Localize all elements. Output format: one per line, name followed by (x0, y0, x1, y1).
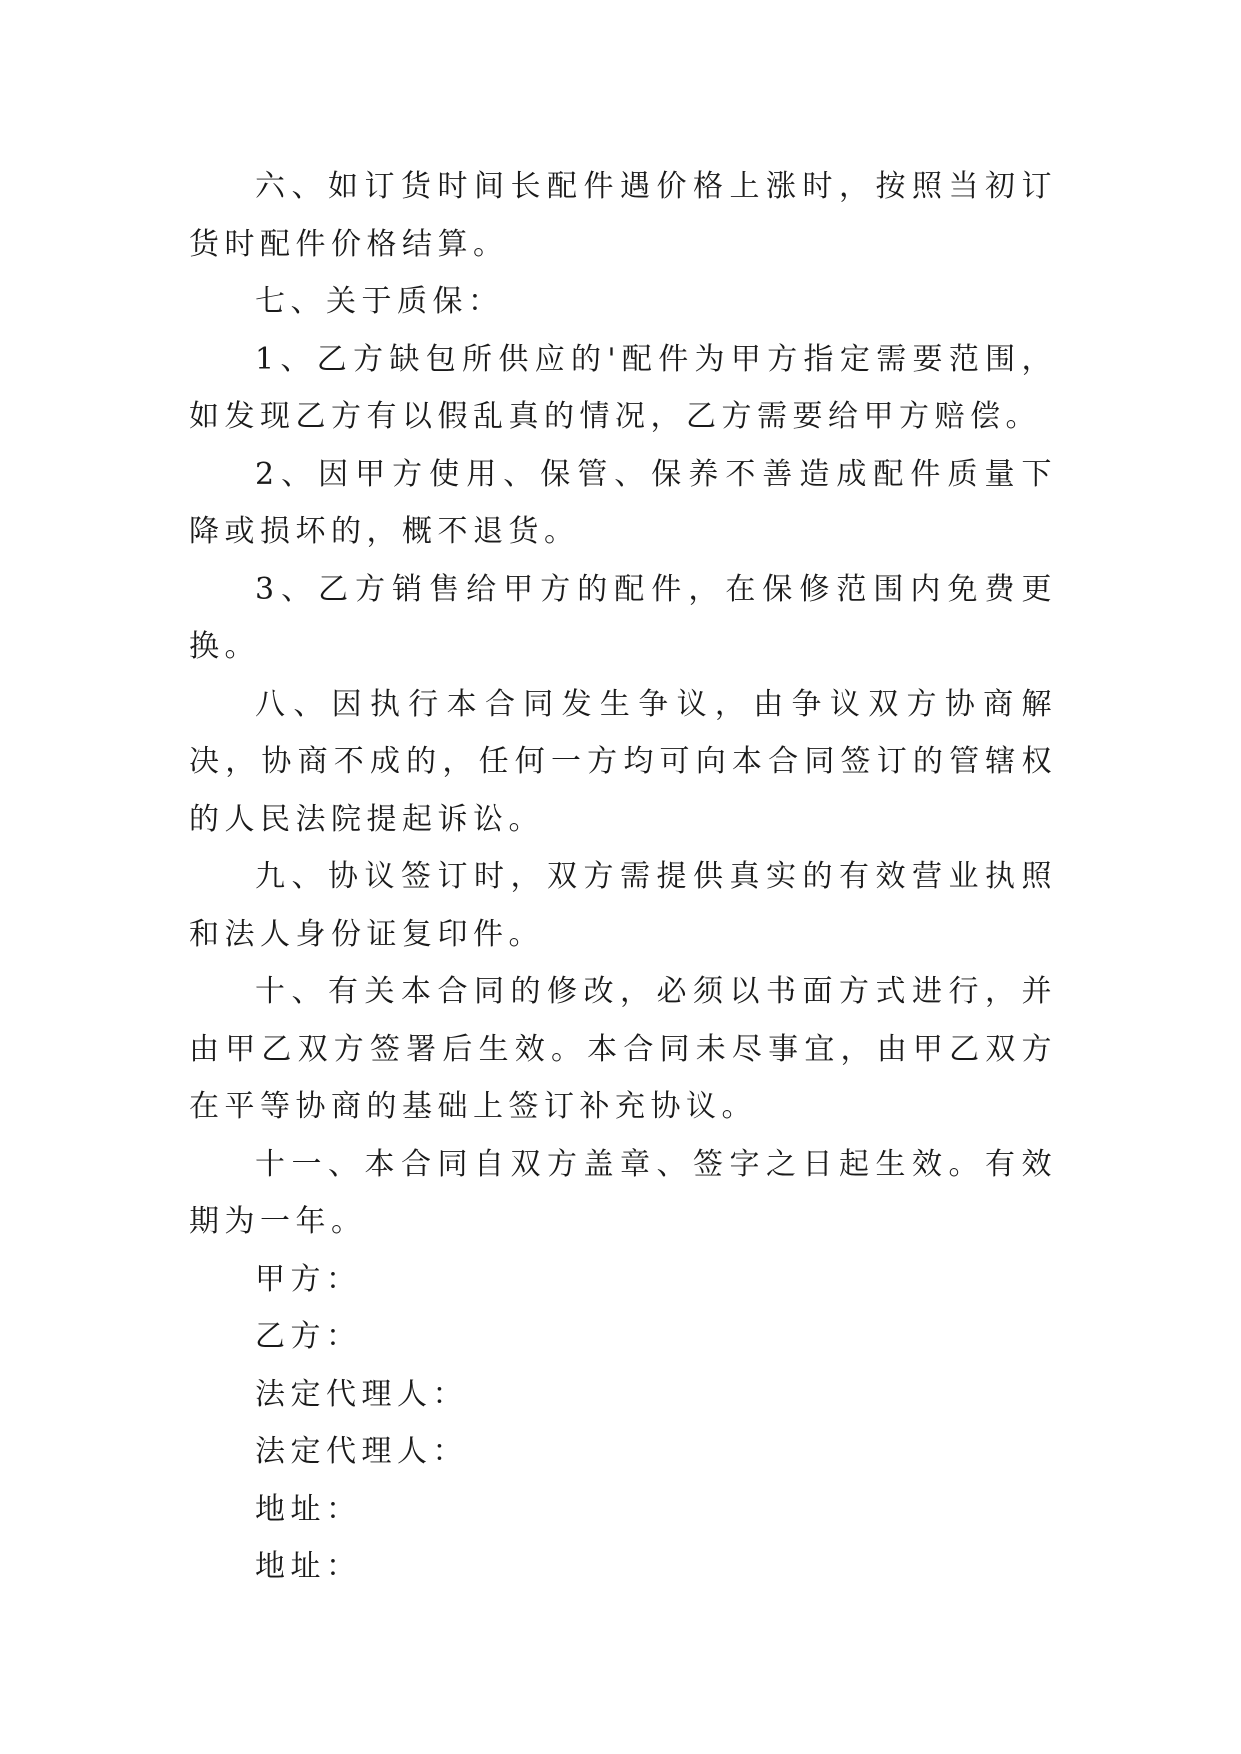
signature-legal-rep-a: 法定代理人： (255, 1376, 468, 1412)
clause-8: 八、因执行本合同发生争议，由争议双方协商解决，协商不成的，任何一方均可向本合同签订的管辖权的人民法院提起诉讼。 (189, 686, 1057, 837)
signature-address-b: 地址： (255, 1549, 362, 1584)
clause-6: 六、如订货时间长配件遇价格上涨时，按照当初订货时配件价格结算。 (189, 169, 1057, 262)
signature-legal-rep-b: 法定代理人： (255, 1434, 468, 1469)
signature-address-a: 地址： (255, 1491, 362, 1527)
document-body (189, 158, 1057, 1596)
clause-10: 十、有关本合同的修改，必须以书面方式进行，并由甲乙双方签署后生效。本合同未尽事宜，由甲乙双方在平等协商的基础上签订补充协议。 (189, 974, 1057, 1124)
clause-9: 九、协议签订时，双方需提供真实的有效营业执照和法人身份证复印件。 (189, 859, 1057, 952)
clause-7-item-2: 2、因甲方使用、保管、保养不善造成配件质量下降或损坏的，概不退货。 (189, 456, 1057, 549)
signature-party-b: 乙方： (255, 1319, 362, 1354)
clause-7-item-1: 1、乙方缺包所供应的'配件为甲方指定需要范围，如发现乙方有以假乱真的情况，乙方需要给甲方赔偿。 (189, 341, 1057, 434)
clause-7-item-3: 3、乙方销售给甲方的配件，在保修范围内免费更换。 (189, 571, 1057, 664)
signature-party-a: 甲方： (255, 1261, 362, 1297)
clause-7-heading: 七、关于质保： (255, 284, 504, 319)
clause-11: 十一、本合同自双方盖章、签字之日起生效。有效期为一年。 (189, 1146, 1057, 1239)
